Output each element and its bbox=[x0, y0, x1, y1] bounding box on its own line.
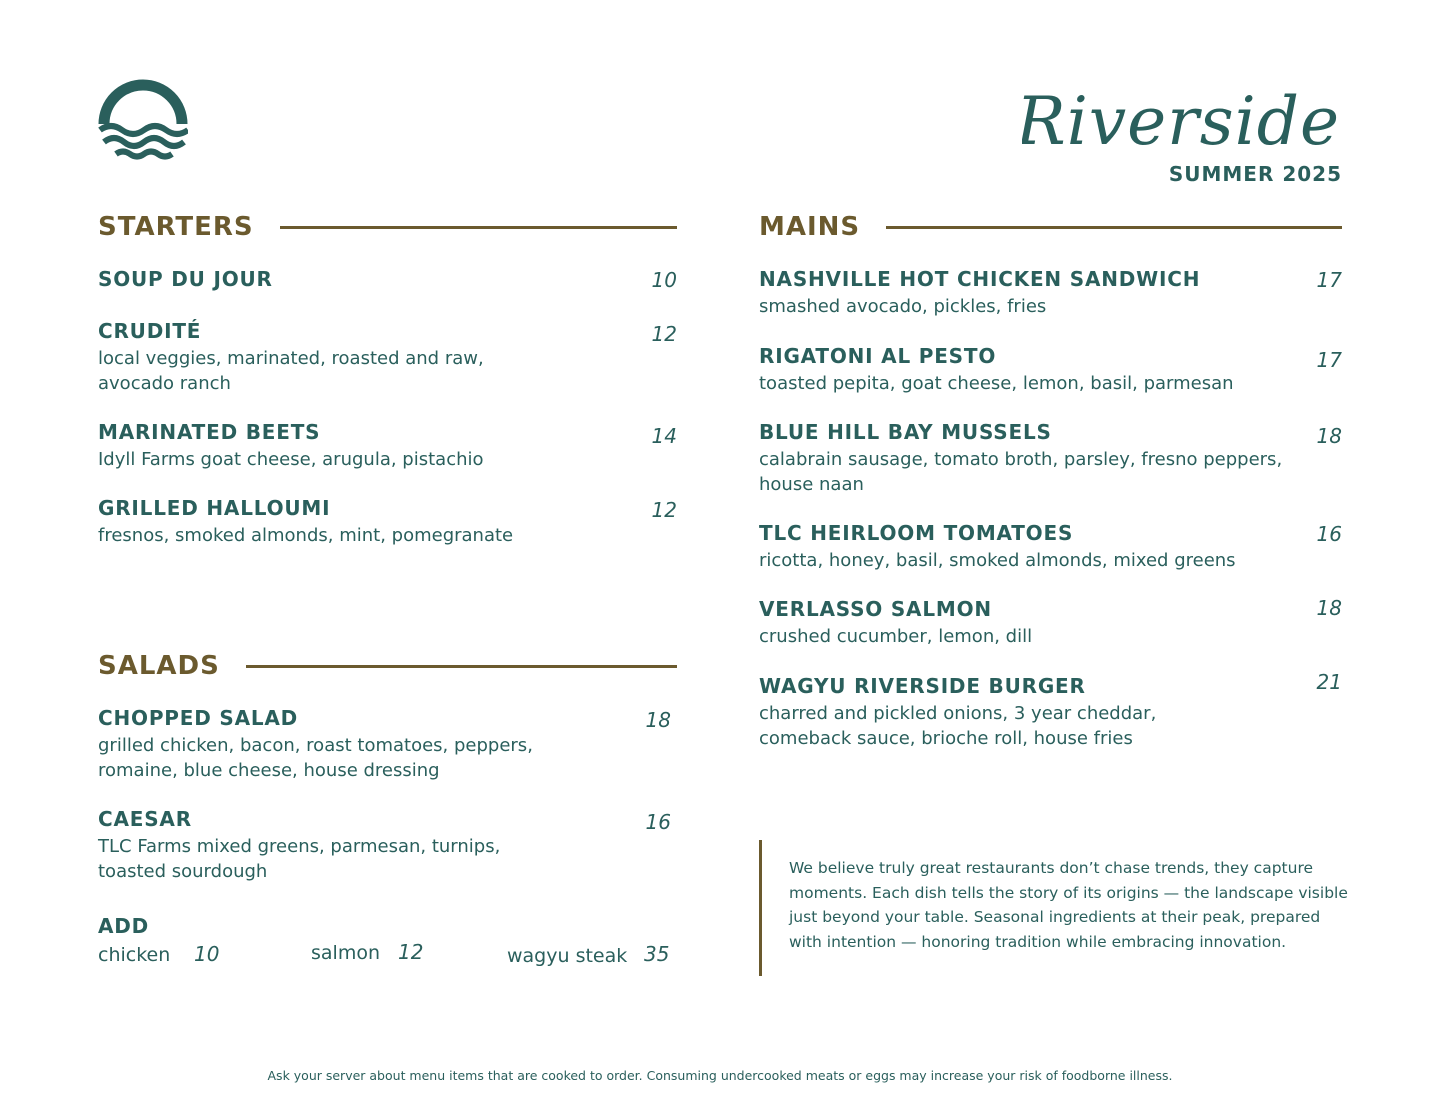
section-rule bbox=[246, 665, 677, 668]
item-price: 21 bbox=[1316, 670, 1342, 694]
item-description: TLC Farms mixed greens, parmesan, turnips, toasted sourdough bbox=[98, 836, 501, 882]
item-name: VERLASSO SALMON bbox=[759, 597, 992, 621]
item-description: local veggies, marinated, roasted and raw, avocado ranch bbox=[98, 348, 484, 394]
add-on-price: 10 bbox=[194, 942, 220, 966]
menu-item bbox=[759, 520, 1299, 573]
menu-item bbox=[98, 419, 618, 472]
menu-item bbox=[759, 596, 1299, 649]
add-on-price: 35 bbox=[644, 942, 670, 966]
item-name: CAESAR bbox=[98, 807, 192, 831]
add-on-option: wagyu steak bbox=[507, 945, 628, 967]
item-price: 12 bbox=[651, 498, 677, 522]
section-rule bbox=[886, 226, 1342, 229]
philosophy-statement: We believe truly great restaurants don’t chase trends, they capture moments. Each dish tells the story of its origins — the landscape visible just beyond your table. Seasonal ingredients at their peak, prepared with intention — honoring tradition while embracing innovation. bbox=[789, 859, 1348, 951]
section-mains-header bbox=[759, 212, 1342, 242]
item-price: 18 bbox=[1316, 424, 1342, 448]
footer-disclaimer: Ask your server about menu items that are cooked to order. Consuming undercooked meats or eggs may increase your risk of foodborne illness. bbox=[267, 1068, 1173, 1083]
item-description: crushed cucumber, lemon, dill bbox=[759, 626, 1033, 647]
item-description: calabrain sausage, tomato broth, parsley, fresno peppers, house naan bbox=[759, 449, 1283, 495]
item-description: Idyll Farms goat cheese, arugula, pistachio bbox=[98, 449, 484, 470]
sun-over-waves-icon bbox=[98, 74, 188, 160]
section-salads-header bbox=[98, 651, 677, 681]
item-price: 17 bbox=[1316, 348, 1342, 372]
menu-item bbox=[759, 419, 1304, 497]
item-name: WAGYU RIVERSIDE BURGER bbox=[759, 674, 1086, 698]
add-on-option: chicken bbox=[98, 944, 171, 966]
item-name: NASHVILLE HOT CHICKEN SANDWICH bbox=[759, 267, 1201, 291]
item-name: BLUE HILL BAY MUSSELS bbox=[759, 420, 1052, 444]
item-name: GRILLED HALLOUMI bbox=[98, 496, 331, 520]
item-price: 12 bbox=[651, 322, 677, 346]
item-price: 16 bbox=[1316, 522, 1342, 546]
item-description: ricotta, honey, basil, smoked almonds, mixed greens bbox=[759, 550, 1236, 571]
item-price: 18 bbox=[645, 708, 671, 732]
item-name: SOUP DU JOUR bbox=[98, 267, 273, 291]
item-description: grilled chicken, bacon, roast tomatoes, peppers, romaine, blue cheese, house dressing bbox=[98, 735, 533, 781]
item-description: toasted pepita, goat cheese, lemon, basil, parmesan bbox=[759, 373, 1234, 394]
menu-item bbox=[759, 673, 1189, 751]
item-description: fresnos, smoked almonds, mint, pomegranate bbox=[98, 525, 514, 546]
add-on-label: ADD bbox=[98, 914, 150, 938]
section-rule bbox=[280, 226, 677, 229]
menu-item bbox=[98, 318, 528, 396]
section-title: STARTERS bbox=[98, 212, 254, 242]
item-name: CRUDITÉ bbox=[98, 319, 202, 343]
menu-item bbox=[98, 806, 538, 884]
section-starters-header bbox=[98, 212, 677, 242]
item-name: TLC HEIRLOOM TOMATOES bbox=[759, 521, 1074, 545]
section-title: SALADS bbox=[98, 651, 220, 681]
item-price: 17 bbox=[1316, 268, 1342, 292]
brand-wordmark-script bbox=[1022, 64, 1342, 164]
item-name: RIGATONI AL PESTO bbox=[759, 344, 997, 368]
add-on-option: salmon bbox=[311, 942, 380, 964]
item-description: smashed avocado, pickles, fries bbox=[759, 296, 1047, 317]
season-label: SUMMER 2025 bbox=[1168, 162, 1342, 186]
menu-item bbox=[98, 705, 568, 783]
menu-item bbox=[98, 495, 618, 548]
item-name: MARINATED BEETS bbox=[98, 420, 321, 444]
item-price: 14 bbox=[651, 424, 677, 448]
add-on-price: 12 bbox=[398, 940, 424, 964]
menu-item bbox=[759, 266, 1299, 319]
item-price: 16 bbox=[645, 810, 671, 834]
item-price: 18 bbox=[1316, 596, 1342, 620]
brand-wordmark bbox=[1022, 64, 1342, 164]
item-description: charred and pickled onions, 3 year cheddar, comeback sauce, brioche roll, house fries bbox=[759, 703, 1157, 749]
philosophy-accent-bar bbox=[759, 840, 762, 976]
section-title: MAINS bbox=[759, 212, 861, 242]
item-name: CHOPPED SALAD bbox=[98, 706, 299, 730]
menu-item bbox=[98, 266, 598, 292]
item-price: 10 bbox=[651, 268, 677, 292]
menu-item bbox=[759, 343, 1299, 396]
svg-text:Riverside: Riverside bbox=[1022, 83, 1340, 160]
